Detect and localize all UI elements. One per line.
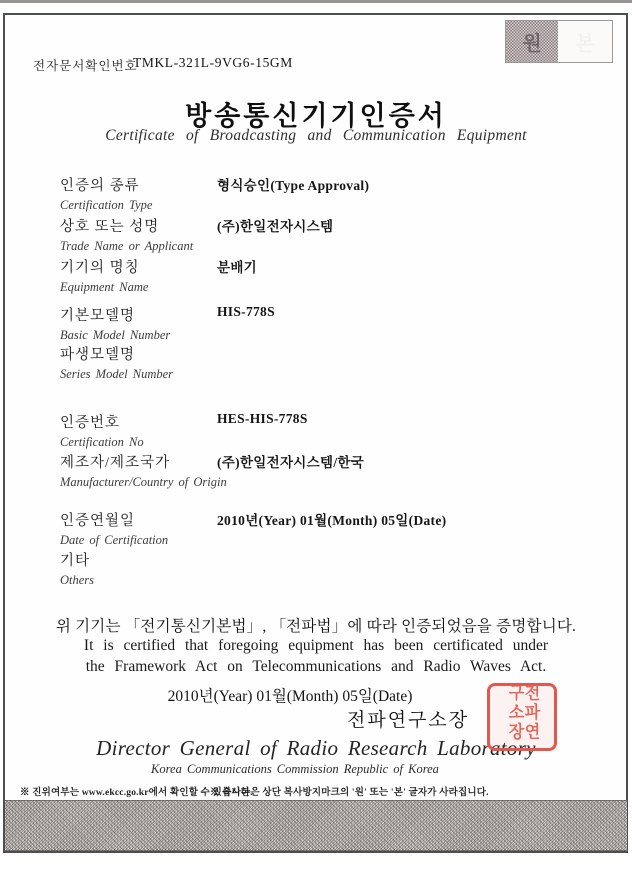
footer-verification-note: ※ 진위여부는 www.ekcc.go.kr에서 확인할 수 있습니다. xyxy=(20,788,253,798)
copy-mark-original-half xyxy=(506,21,558,62)
footer-copy-note: ※ 복사본은 상단 복사방지마크의 '원' 또는 '본' 글자가 사라집니다. xyxy=(210,788,489,798)
field-value: (주)한일전자시스템 xyxy=(217,219,334,234)
field-label-english: Certification Type xyxy=(60,198,153,212)
certificate-subtitle: Certificate of Broadcasting and Communication Equipment xyxy=(105,127,527,144)
field-row xyxy=(60,174,600,213)
field-label-korean: 인증연월일 xyxy=(60,513,136,529)
copy-mark-original-char: 원 xyxy=(522,33,542,55)
field-label-korean: 파생모델명 xyxy=(60,347,136,363)
doc-number-value: TMKL-321L-9VG6-15GM xyxy=(133,55,293,70)
issuing-organization: Korea Communications Commission Republic of Korea xyxy=(151,762,439,776)
field-label-korean: 기기의 명칭 xyxy=(60,260,140,276)
copy-mark-copy-half xyxy=(558,21,612,62)
signer-title-korean: 전파연구소장 xyxy=(347,710,470,731)
seal-characters xyxy=(506,684,538,751)
field-row xyxy=(60,411,600,450)
seal-column-left: 구소장 xyxy=(506,683,523,742)
seal-column-right: 전파연 xyxy=(522,683,539,742)
field-value: (주)한일전자시스템/한국 xyxy=(217,455,365,470)
field-row xyxy=(60,215,600,254)
field-label-korean: 상호 또는 성명 xyxy=(60,219,160,235)
field-value: 2010년(Year) 01월(Month) 05일(Date) xyxy=(217,513,447,528)
field-label-korean: 제조자/제조국가 xyxy=(60,455,171,471)
signer-title-english: Director General of Radio Research Laboratory xyxy=(96,736,536,760)
statement-english-line1: It is certified that foregoing equipment has been certificated under xyxy=(83,637,549,654)
field-label-english: Date of Certification xyxy=(60,533,169,547)
scan-edge-artifact xyxy=(0,0,632,3)
field-label-english: Certification No xyxy=(60,435,144,449)
field-label-english: Equipment Name xyxy=(60,280,149,294)
field-label-english: Trade Name or Applicant xyxy=(60,239,194,253)
issue-date: 2010년(Year) 01월(Month) 05일(Date) xyxy=(167,688,413,705)
field-label-english: Series Model Number xyxy=(60,367,174,381)
doc-number-label: 전자문서확인번호 xyxy=(33,59,138,73)
field-value: HES-HIS-778S xyxy=(217,411,308,426)
copy-mark-copy-char: 본 xyxy=(575,33,595,55)
field-row xyxy=(60,451,600,490)
field-row xyxy=(60,549,600,588)
field-row xyxy=(60,343,600,382)
field-value: 형식승인(Type Approval) xyxy=(217,178,370,193)
field-row xyxy=(60,256,600,295)
field-label-english: Basic Model Number xyxy=(60,328,171,342)
field-label-korean: 인증번호 xyxy=(60,415,121,431)
field-label-english: Others xyxy=(60,573,95,587)
certificate-title: 방송통신기기인증서 xyxy=(185,101,447,131)
statement-korean: 위 기기는 「전기통신기본법」, 「전파법」에 따라 인증되었음을 증명합니다. xyxy=(55,618,577,635)
statement-english-line2: the Framework Act on Telecommunications and Radio Waves Act. xyxy=(85,658,547,675)
anti-copy-noise-band xyxy=(5,800,627,851)
field-value: 분배기 xyxy=(217,260,258,275)
field-label-korean: 인증의 종류 xyxy=(60,178,140,194)
copy-protection-mark xyxy=(505,20,613,63)
field-row xyxy=(60,304,600,343)
field-value: HIS-778S xyxy=(217,304,275,319)
official-red-seal xyxy=(487,683,557,751)
field-label-korean: 기타 xyxy=(60,553,91,569)
field-label-korean: 기본모델명 xyxy=(60,308,136,324)
field-row xyxy=(60,509,600,548)
field-label-english: Manufacturer/Country of Origin xyxy=(60,475,227,489)
